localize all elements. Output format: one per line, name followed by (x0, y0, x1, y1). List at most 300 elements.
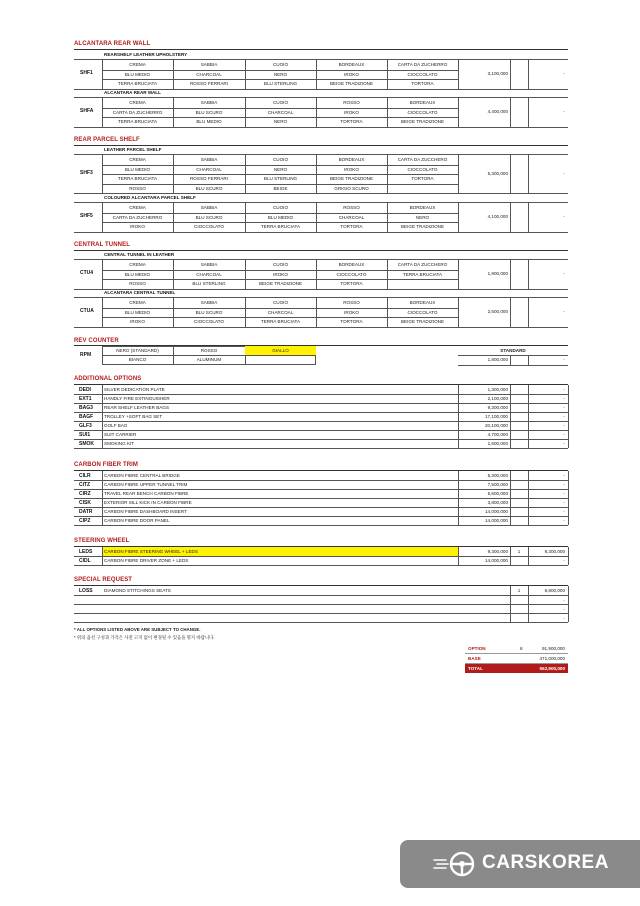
color-option-cell[interactable]: CREMA (129, 157, 146, 162)
color-option-cell[interactable]: CUOIO (272, 262, 289, 267)
option-name[interactable]: CARBON FIBRE UPPER TUNNEL TRIM (104, 482, 188, 487)
color-option-cell[interactable]: ROSSO (129, 281, 146, 287)
color-option-cell[interactable]: CUOIO (272, 205, 289, 210)
grid-line (458, 471, 459, 525)
special-empty-total: - (563, 616, 565, 621)
option-price: 9,300,000 (487, 549, 508, 554)
special-request-name: DIAMOND STITCHINGS SEATS (104, 588, 171, 593)
option-total: - (563, 441, 565, 446)
option-name[interactable]: SUIT CARRIER (104, 432, 137, 437)
color-option-cell[interactable]: BLU SCURO (195, 109, 223, 115)
color-option-cell[interactable]: BLU SCURO (195, 214, 223, 220)
option-total: - (563, 309, 565, 315)
color-option-cell[interactable]: NERO (415, 214, 430, 220)
rpm-price: 1,800,000 (487, 357, 508, 362)
grid-line (102, 222, 458, 223)
color-option-cell[interactable]: CREMA (129, 300, 146, 305)
steering-wheel-icon (448, 850, 476, 878)
color-option-cell[interactable]: CHARCOAL (196, 71, 222, 77)
grid-line (74, 327, 568, 328)
grid-line (74, 394, 568, 395)
grid-line (102, 79, 458, 80)
option-subtitle: ALCANTARA CENTRAL TUNNEL (104, 290, 176, 295)
option-price: 17,100,000 (485, 414, 508, 419)
option-name[interactable]: SMOKING KIT (104, 441, 135, 446)
color-option-cell[interactable]: BLU STERLING (192, 281, 226, 287)
color-option-cell[interactable]: BLU MEDIO (124, 166, 151, 172)
color-option-cell[interactable]: CHARCOAL (196, 271, 222, 277)
option-code: CIRZ (79, 491, 91, 497)
option-subtitle: ALCANTARA REAR WALL (104, 90, 161, 95)
grid-line (74, 412, 568, 413)
option-name[interactable]: CARBON FIBRE DOOR PANEL (104, 518, 170, 523)
color-option-cell[interactable]: TORTORA (340, 319, 363, 325)
grid-line (74, 613, 568, 614)
grid-line (510, 547, 511, 565)
grid-line (510, 260, 511, 289)
color-option-cell[interactable]: CREMA (129, 205, 146, 210)
option-code: CITZ (79, 482, 91, 488)
option-price: 5,300,000 (487, 473, 508, 478)
rpm-color-cell[interactable]: ROSSO (200, 348, 218, 353)
color-option-cell[interactable]: BORDEAUX (338, 157, 365, 162)
color-option-cell[interactable]: IROKO (344, 109, 359, 115)
option-price: 1,600,000 (487, 441, 508, 446)
option-name[interactable]: EXTERIOR SILL KICK IN CARBON FIBRE (104, 500, 192, 505)
color-option-cell[interactable]: IROKO (344, 71, 359, 77)
option-total: - (563, 171, 565, 177)
option-total: - (563, 509, 565, 514)
option-code-shf1: SHF1 (80, 70, 93, 77)
color-option-cell[interactable]: NERO (273, 119, 288, 125)
option-value: 91,900,000 (542, 646, 565, 651)
option-code: CIPZ (79, 518, 91, 524)
color-option-cell[interactable]: BLU MEDIO (196, 119, 222, 125)
color-option-cell[interactable]: TERRA BRUCIATA (117, 119, 158, 125)
color-option-cell[interactable]: CREMA (129, 62, 146, 67)
option-code: LEDS (79, 549, 93, 555)
color-option-cell[interactable]: BORDEAUX (409, 100, 436, 105)
color-option-cell[interactable]: BLU SCURO (195, 309, 223, 315)
option-code: GLF3 (79, 423, 92, 429)
option-name[interactable]: CARBON FIBRE STEERING WHEEL + LEDS (104, 549, 198, 554)
totals-total-row (465, 664, 568, 673)
rpm-total: - (563, 357, 565, 362)
grid-line (74, 202, 568, 203)
color-option-cell[interactable]: BEIGE TRADIZIONE (400, 319, 445, 325)
color-option-cell[interactable]: CARTA DA ZUCHERRO (397, 62, 448, 67)
special-total: 6,900,000 (544, 588, 565, 593)
grid-line (102, 70, 458, 71)
option-total: - (563, 405, 565, 410)
grid-line (74, 556, 568, 557)
section-title-rear-parcel-shelf: REAR PARCEL SHELF (74, 137, 140, 143)
option-code: CILR (79, 473, 91, 479)
color-option-cell[interactable]: TERRA BRUCIATA (117, 176, 158, 182)
option-name[interactable]: GOLF BAG (104, 423, 128, 428)
grid-line (510, 471, 511, 525)
color-option-cell[interactable]: TORTORA (340, 224, 363, 230)
grid-line (510, 155, 511, 193)
option-total: - (563, 414, 565, 419)
option-total: 9,300,000 (544, 549, 565, 554)
grid-line (510, 203, 511, 232)
option-code-loss: LOSS (79, 588, 93, 594)
color-option-cell[interactable]: CUOIO (272, 62, 289, 67)
color-option-cell[interactable]: ROSSO (129, 185, 146, 191)
option-code-ctu4: CTU4 (80, 270, 94, 277)
color-option-cell[interactable]: TERRA BRUCIATA (260, 319, 301, 325)
color-option-cell[interactable]: BLU MEDIO (124, 309, 151, 315)
grid-line (510, 355, 511, 365)
color-option-cell[interactable]: BORDEAUX (338, 262, 365, 267)
color-option-cell[interactable]: ROSSO FERRARI (189, 81, 229, 87)
color-option-cell[interactable]: TORTORA (411, 176, 434, 182)
option-code-rpm: RPM (80, 352, 92, 358)
grid-line (510, 98, 511, 127)
option-price: 3,100,000 (487, 71, 508, 77)
grid-line (102, 317, 458, 318)
option-total: - (563, 109, 565, 115)
grid-line (528, 471, 529, 525)
grid-line (528, 60, 529, 89)
grid-line (102, 165, 458, 166)
color-option-cell[interactable]: BORDEAUX (338, 62, 365, 67)
option-subtitle: CENTRAL TUNNEL IN LEATHER (104, 252, 175, 257)
grid-line (74, 489, 568, 490)
grid-line (102, 174, 458, 175)
grid-line (74, 480, 568, 481)
grid-line (528, 155, 529, 193)
grid-line (102, 108, 458, 109)
grid-line (74, 97, 568, 98)
color-option-cell[interactable]: SABBIA (200, 100, 218, 105)
special-qty: 1 (517, 588, 521, 593)
color-option-cell[interactable]: TORTORA (340, 119, 363, 125)
option-price: 1,900,000 (487, 271, 508, 277)
grid-line (510, 298, 511, 327)
color-option-cell[interactable]: CARTA DA ZUCCHERO (397, 157, 448, 162)
option-code: CIDL (79, 558, 91, 564)
grid-line (102, 385, 103, 448)
grid-line (74, 565, 568, 566)
option-code-ctua: CTUA (80, 308, 94, 315)
option-price: 4,100,000 (487, 214, 508, 220)
color-option-cell[interactable]: TERRA BRUCIATA (260, 224, 301, 230)
option-name[interactable]: HANDLY FIRE EXTINGUISHER (104, 396, 170, 401)
option-code: EXT1 (79, 396, 92, 402)
color-option-cell[interactable]: SABBIA (200, 300, 218, 305)
option-price: 1,300,000 (487, 387, 508, 392)
grid-line (74, 604, 568, 605)
section-title-alcantara-rear-wall: ALCANTARA REAR WALL (74, 41, 151, 47)
grid-line (568, 586, 569, 622)
color-option-cell[interactable]: NERO (273, 71, 288, 77)
grid-line (74, 297, 568, 298)
grid-line (102, 471, 103, 525)
carskorea-logo-text: CARSKOREA (482, 852, 609, 873)
section-rule (74, 49, 568, 50)
option-total: - (563, 482, 565, 487)
option-total: - (563, 473, 565, 478)
grid-line (528, 260, 529, 289)
color-option-cell[interactable]: CUOIO (272, 100, 289, 105)
color-option-cell[interactable]: ROSSO FERRARI (189, 176, 229, 182)
option-price: 4,400,000 (487, 109, 508, 115)
color-option-cell[interactable]: CHARCOAL (338, 214, 365, 220)
section-title-carbon-fiber-trim: CARBON FIBER TRIM (74, 462, 139, 468)
option-price: 14,000,000 (485, 558, 508, 563)
grid-line (458, 547, 459, 565)
color-option-cell[interactable]: IROKO (344, 166, 359, 172)
option-price: 7,500,000 (487, 482, 508, 487)
option-total: - (563, 387, 565, 392)
option-price: 3,800,000 (487, 500, 508, 505)
section-title-rev-counter: REV COUNTER (74, 338, 119, 344)
option-total: - (563, 518, 565, 523)
section-rule (74, 250, 568, 251)
special-empty-total: - (563, 607, 565, 612)
color-option-cell[interactable]: CARTA DA ZUCCHERO (397, 262, 448, 267)
option-total: - (563, 271, 565, 277)
color-option-cell[interactable]: BORDEAUX (409, 300, 436, 305)
option-name[interactable]: CARBON FIBRE DASHBOARD INSERT (104, 509, 187, 514)
grid-line (102, 547, 103, 565)
total-label: TOTAL (468, 666, 483, 671)
grid-line (102, 117, 458, 118)
option-name[interactable]: REAR SHELF LEATHER BAGS (104, 405, 170, 410)
color-option-cell[interactable]: NERO (273, 166, 288, 172)
color-option-cell[interactable]: TERRA BRUCIATA (117, 81, 158, 87)
color-option-cell[interactable]: BLU MEDIO (124, 271, 151, 277)
color-option-cell[interactable]: ROSSO (343, 300, 360, 305)
grid-line (458, 355, 568, 356)
option-price: 20,100,000 (485, 423, 508, 428)
option-total: - (563, 214, 565, 220)
grid-line (528, 298, 529, 327)
option-price: 5,300,000 (487, 171, 508, 177)
section-title-central-tunnel: CENTRAL TUNNEL (74, 242, 130, 248)
grid-line (74, 439, 568, 440)
option-name[interactable]: CARBON FIBRE CENTRAL BRIDGE (104, 473, 180, 478)
grid-line (458, 385, 459, 448)
color-option-cell[interactable]: BORDEAUX (409, 205, 436, 210)
color-option-cell[interactable]: TORTORA (411, 81, 434, 87)
option-name[interactable]: SILVER DEDICATION PLATE (104, 387, 165, 392)
color-option-cell[interactable]: CREMA (129, 262, 146, 267)
color-option-cell[interactable]: CIOCCOLATO (194, 319, 224, 325)
grid-line (102, 213, 458, 214)
option-code: SMOK (79, 441, 94, 447)
color-option-cell[interactable]: IROKO (344, 309, 359, 315)
color-option-cell[interactable]: GRIGIO SCURO (334, 185, 369, 191)
note-korean: * 위의 옵션 구성과 가격은 사전 고지 없이 변경될 수 있음을 명지 바랍니다. (74, 635, 215, 640)
color-option-cell[interactable]: CUOIO (272, 300, 289, 305)
option-total: - (563, 500, 565, 505)
option-name[interactable]: TROLLEY +SOFT BAG SET (104, 414, 163, 419)
totals-option-row (465, 644, 568, 654)
option-price: 4,700,000 (487, 432, 508, 437)
color-option-cell[interactable]: BEIGE TRADIZIONE (329, 176, 374, 182)
color-option-cell[interactable]: CHARCOAL (267, 109, 294, 115)
grid-line (458, 365, 568, 366)
base-value: 471,000,000 (539, 656, 565, 661)
color-option-cell[interactable]: CIOCCOLATO (407, 166, 438, 172)
color-option-cell[interactable]: BLU SCURO (195, 185, 223, 191)
grid-line (568, 471, 569, 525)
total-value: 562,900,000 (539, 666, 565, 671)
option-price: 2,100,000 (487, 396, 508, 401)
grid-line (74, 127, 568, 128)
grid-line (528, 355, 529, 365)
color-option-cell[interactable]: BEIGE TRADIZIONE (400, 119, 445, 125)
option-total: - (563, 71, 565, 77)
grid-line (568, 547, 569, 565)
color-option-cell[interactable]: IROKO (130, 224, 145, 230)
grid-line (528, 385, 529, 448)
grid-line (74, 403, 568, 404)
option-qty: 1 (517, 549, 521, 554)
grid-line (102, 308, 458, 309)
color-option-cell[interactable]: TERRA BRUCIATA (402, 271, 443, 277)
grid-line (528, 98, 529, 127)
option-code: SUI1 (79, 432, 91, 438)
grid-line (510, 586, 511, 622)
color-option-cell[interactable]: CARTA DA ZUCHERRO (112, 214, 163, 220)
section-rule (74, 145, 568, 146)
option-subtitle: COLOURED ALCANTARA PARCEL SHELF (104, 195, 196, 200)
option-code-shfa: SHFA (80, 108, 94, 115)
section-title-steering-wheel: STEERING WHEEL (74, 538, 130, 544)
grid-line (74, 525, 568, 526)
color-option-cell[interactable]: CUOIO (272, 157, 289, 162)
color-option-cell[interactable]: CHARCOAL (196, 166, 222, 172)
grid-line (74, 622, 568, 623)
grid-line (102, 184, 458, 185)
grid-line (74, 232, 568, 233)
option-label: OPTION (468, 646, 486, 651)
option-total: - (563, 396, 565, 401)
grid-line (74, 595, 568, 596)
option-price: 5,600,000 (487, 491, 508, 496)
option-code: BAGF (79, 414, 94, 420)
grid-line (74, 448, 568, 449)
grid-line (74, 430, 568, 431)
option-name[interactable]: TRAVEL REAR BENCH CARBON FIBRE (104, 491, 189, 496)
color-option-cell[interactable]: SABBIA (200, 157, 218, 162)
grid-line (528, 547, 529, 565)
color-option-cell[interactable]: CIOCCOLATO (407, 309, 438, 315)
color-option-cell[interactable]: CHARCOAL (267, 309, 294, 315)
option-total: - (563, 558, 565, 563)
color-option-cell[interactable]: CIOCCOLATO (336, 271, 367, 277)
color-option-cell[interactable]: BEIGE TRADIZIONE (400, 224, 445, 230)
color-option-cell[interactable]: BLU STERLING (263, 81, 298, 87)
option-code-shf5: SHF5 (80, 213, 93, 220)
special-empty-total: - (563, 598, 565, 603)
section-rule (74, 384, 568, 385)
color-option-cell[interactable]: SABBIA (200, 62, 218, 67)
color-option-cell[interactable]: CIOCCOLATO (194, 224, 224, 230)
option-code: DEDI (79, 387, 91, 393)
color-option-cell[interactable]: CREMA (129, 100, 146, 105)
rpm-color-cell[interactable]: NERO (STANDARD) (116, 348, 159, 353)
grid-line (74, 516, 568, 517)
color-option-cell[interactable]: BLU MEDIO (267, 214, 294, 220)
color-option-cell[interactable]: SABBIA (200, 205, 218, 210)
color-option-cell[interactable]: BLU MEDIO (124, 71, 151, 77)
grid-line (528, 586, 529, 622)
rpm-color-cell[interactable]: ALUMINUM (196, 357, 222, 362)
grid-line (102, 270, 458, 271)
option-code-shf3: SHF3 (80, 170, 93, 177)
speed-lines-icon (432, 856, 450, 872)
color-option-cell[interactable]: ROSSO (343, 100, 360, 105)
grid-line (74, 154, 568, 155)
grid-line (510, 60, 511, 89)
option-total: - (563, 423, 565, 428)
grid-line (74, 59, 568, 60)
section-title-additional-options: ADDITIONAL OPTIONS (74, 376, 142, 382)
grid-line (74, 259, 568, 260)
grid-line (74, 507, 568, 508)
color-option-cell[interactable]: IROKO (273, 271, 288, 277)
color-option-cell[interactable]: IROKO (130, 319, 145, 325)
rpm-color-cell-selected[interactable]: GIALLO (272, 348, 289, 353)
rpm-standard-label: STANDARD (500, 348, 526, 353)
option-name[interactable]: CARBON FIBRE DRIVER ZONE + LEDS (104, 558, 189, 563)
note-subject-to-change: * ALL OPTIONS LISTED ABOVE ARE SUBJECT TO CHANGE. (74, 627, 201, 632)
grid-line (102, 279, 458, 280)
option-total: - (563, 432, 565, 437)
color-option-cell[interactable]: BEIGE TRADIZIONE (258, 281, 303, 287)
totals-box (465, 644, 568, 673)
option-count: 8 (520, 646, 523, 651)
color-option-cell[interactable]: ROSSO (343, 205, 360, 210)
option-code: CISK (79, 500, 91, 506)
option-code: BAG3 (79, 405, 93, 411)
section-rule (74, 585, 568, 586)
color-option-cell[interactable]: CIOCCOLATO (407, 109, 438, 115)
option-price: 14,000,000 (485, 509, 508, 514)
color-option-cell[interactable]: TORTORA (340, 281, 363, 287)
option-code: DATR (79, 509, 93, 515)
grid-line (74, 498, 568, 499)
option-price: 9,300,000 (487, 405, 508, 410)
option-total: - (563, 491, 565, 496)
grid-line (102, 355, 316, 356)
color-option-cell[interactable]: BEIGE TRADIZIONE (329, 81, 374, 87)
color-option-cell[interactable]: CARTA DA ZUCHERRO (112, 109, 163, 115)
totals-base-row (465, 654, 568, 664)
grid-line (568, 385, 569, 448)
option-subtitle: LEATHER PARCEL SHELF (104, 147, 162, 152)
base-label: BASE (468, 656, 481, 661)
option-price: 2,500,000 (487, 309, 508, 315)
color-option-cell[interactable]: BEIGE (273, 185, 288, 191)
grid-line (528, 203, 529, 232)
grid-line (510, 385, 511, 448)
grid-line (74, 421, 568, 422)
option-price: 14,000,000 (485, 518, 508, 523)
option-subtitle: REARSHELF LEATHER UPHOLSTERY (104, 52, 188, 57)
color-option-cell[interactable]: SABBIA (200, 262, 218, 267)
rpm-color-cell[interactable]: BIANCO (128, 357, 147, 362)
color-option-cell[interactable]: BLU STERLING (263, 176, 298, 182)
section-title-special-request: SPECIAL REQUEST (74, 577, 133, 583)
section-rule (74, 470, 568, 471)
color-option-cell[interactable]: CIOCCOLATO (407, 71, 438, 77)
